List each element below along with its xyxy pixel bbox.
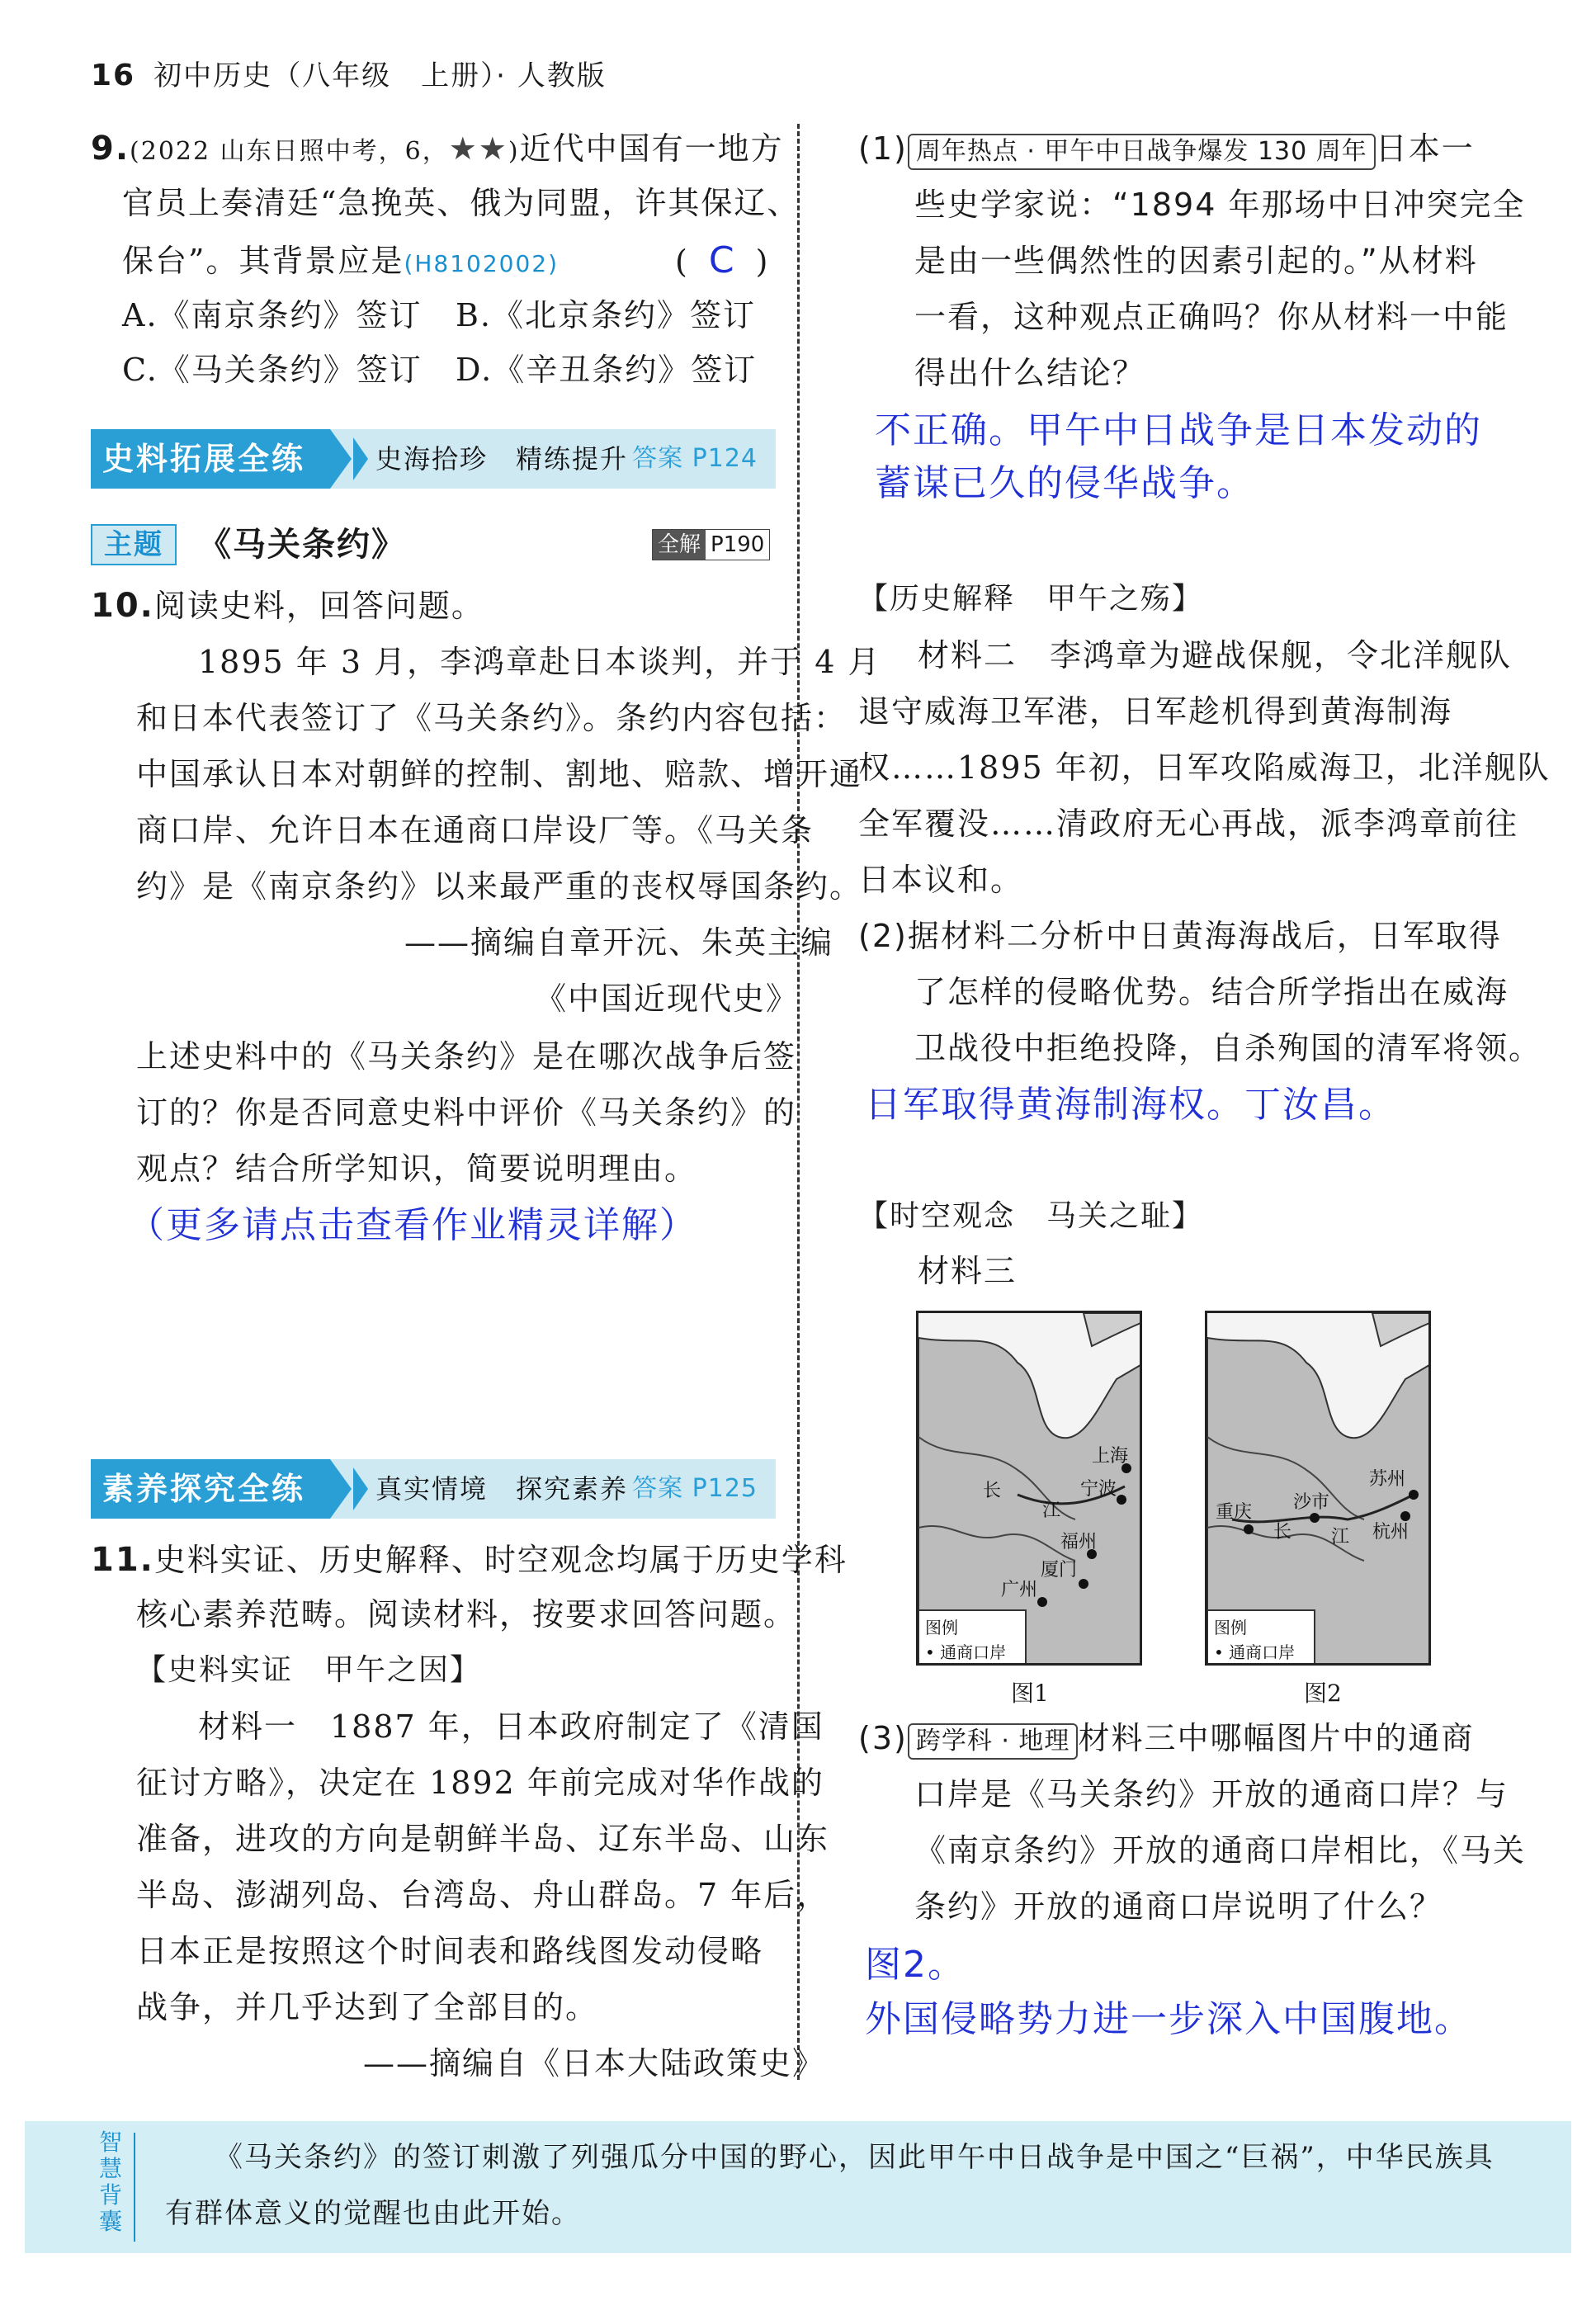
q11-1-text: 日本一 (1375, 130, 1475, 167)
material2-line: 全军覆没……清政府无心再战，派李鸿章前往 (858, 806, 1519, 842)
q10-source: ——摘编自章开沅、朱英主编 (404, 924, 834, 961)
section-banner-expand (91, 429, 776, 489)
q9-answer-paren (675, 233, 769, 290)
q10-material-line: 约》是《南京条约》以来最严重的丧权辱国条约。 (136, 868, 863, 905)
material1-line: 准备，进攻的方向是朝鲜半岛、辽东半岛、山东 (136, 1821, 830, 1857)
banner-tag: 素养探究全练 (91, 1459, 330, 1519)
material1-line: 战争，并几乎达到了全部目的。 (136, 1989, 599, 2025)
q11-intro-line2: 核心素养范畴。阅读材料，按要求回答问题。 (136, 1596, 797, 1633)
q10-question-line: 订的？你是否同意史料中评价《马关条约》的 (136, 1094, 797, 1131)
q9-line1-rest: 近代中国有一地方 (519, 130, 784, 167)
map2-label: 重庆 (1216, 1502, 1253, 1523)
q10-prompt-text: 阅读史料，回答问题。 (153, 588, 484, 624)
q9-source-end: ) (508, 137, 520, 166)
answer-3-line: 外国侵略势力进一步深入中国腹地。 (865, 1998, 1472, 2040)
banner-tag: 史料拓展全练 (91, 429, 330, 489)
material2-line: 材料二 李鸿章为避战保舰，令北洋舰队 (918, 637, 1513, 673)
q11-1-line: 些史学家说：“1894 年那场中日冲突完全 (914, 187, 1526, 223)
answer-3-line: 图2。 (865, 1944, 966, 1986)
map2-label: 长 (1273, 1522, 1292, 1543)
q11-3-line: 条约》开放的通商口岸说明了什么？ (914, 1888, 1443, 1925)
answer-2: 日军取得黄海制海权。丁汝昌。 (865, 1084, 1396, 1126)
q11-intro-line1 (91, 1532, 848, 1588)
q9-number: 9. (91, 130, 130, 168)
material1-line: 半岛、澎湖列岛、台湾岛、舟山群岛。7 年后， (136, 1877, 830, 1913)
q10-prompt (91, 578, 484, 634)
q11-1-line: 一看，这种观点正确吗？你从材料一中能 (914, 299, 1509, 335)
q10-material-line: 中国承认日本对朝鲜的控制、割地、赔款、增开通 (136, 756, 863, 792)
q11-1-label: (1) (858, 130, 908, 167)
tip-side-char: 背 (99, 2181, 123, 2209)
map2-label: 杭州 (1372, 1522, 1409, 1543)
map1-label: 江 (1042, 1500, 1061, 1521)
map-figure-1 (916, 1311, 1142, 1666)
map1-label: 广州 (1001, 1580, 1038, 1600)
banner-answer-ref: 答案 P125 (632, 1474, 758, 1503)
material2-line: 日本议和。 (858, 862, 1024, 898)
q9-line2: 官员上奏清廷“急挽英、俄为同盟，许其保辽、 (122, 185, 800, 221)
tip-side-char: 囊 (99, 2208, 123, 2235)
q11-intro-text: 史料实证、历史解释、时空观念均属于历史学科 (153, 1542, 848, 1578)
material2-line: 退守威海卫军港，日军趁机得到黄海制海 (858, 693, 1453, 730)
material1-line: 征讨方略》，决定在 1892 年前完成对华作战的 (136, 1765, 824, 1801)
map2-legend-title: 图例 (1214, 1618, 1247, 1637)
section-heading: 【历史解释 甲午之殇】 (858, 582, 1204, 616)
q9-option-a: A.《南京条约》签订 (122, 297, 423, 333)
tip-divider (134, 2133, 135, 2242)
q10-material-line: 1895 年 3 月，李鸿章赴日本谈判，并于 4 月 (198, 644, 881, 680)
q9-source: (2022 山东日照中考，6， (130, 137, 449, 166)
map2-caption: 图2 (1304, 1680, 1342, 1707)
q10-source-book: 《中国近现代史》 (535, 981, 800, 1017)
q11-2-line: 了怎样的侵略优势。结合所学指出在威海 (914, 974, 1509, 1010)
banner-arrow-icon (330, 1459, 352, 1519)
q9-option-b: B.《北京条约》签订 (456, 297, 757, 333)
q11-1-line: 得出什么结论？ (914, 355, 1146, 391)
difficulty-stars-icon: ★★ (448, 130, 508, 167)
page-number: 16 (91, 59, 136, 92)
q11-2-line: (2)据材料二分析中日黄海海战后，日军取得 (858, 918, 1502, 954)
material1-source: ——摘编自《日本大陆政策史》 (363, 2045, 826, 2082)
q9-line1 (91, 120, 784, 180)
section-banner-literacy (91, 1459, 776, 1519)
q9-paren-close: ) (755, 243, 770, 280)
map1-label: 宁波 (1080, 1479, 1117, 1500)
q11-3-line1 (858, 1710, 1474, 1766)
section-heading: 【史料实证 甲午之因】 (136, 1653, 482, 1687)
q10-answer-link[interactable]: （更多请点击查看作业精灵详解） (128, 1204, 697, 1246)
tip-side-char: 慧 (99, 2155, 123, 2182)
q9-option-c: C.《马关条约》签订 (122, 352, 423, 388)
china-coast-map-2 (1207, 1313, 1431, 1666)
banner-subtitle: 真实情境 探究素养 (375, 1473, 629, 1505)
q9-line3-text: 保台”。其背景应是 (122, 243, 404, 279)
map1-legend-title: 图例 (925, 1618, 958, 1637)
quanjie-page: P190 (711, 532, 765, 557)
map2-label: 苏州 (1369, 1469, 1406, 1490)
q11-1-line: 是由一些偶然性的因素引起的。”从材料 (914, 243, 1478, 279)
page-header (91, 53, 607, 93)
book-title: 初中历史（八年级 上册）· 人教版 (153, 59, 607, 92)
map2-label: 沙市 (1293, 1492, 1330, 1513)
q11-2-line: 卫战役中拒绝投降，自杀殉国的清军将领。 (914, 1030, 1542, 1066)
q10-number: 10. (91, 587, 154, 625)
material1-line: 日本正是按照这个时间表和路线图发动侵略 (136, 1933, 764, 1969)
tip-text-line: 《马关条约》的签订刺激了列强瓜分中国的野心，因此甲午中日战争是中国之“巨祸”，中华民族具 (215, 2141, 1494, 2174)
q9-code: (H8102002) (404, 250, 560, 277)
material3-label: 材料三 (918, 1253, 1018, 1289)
q10-question-line: 观点？结合所学知识，简要说明理由。 (136, 1151, 698, 1187)
banner-arrow-icon (330, 429, 352, 489)
q11-1-line1 (858, 120, 1475, 177)
cross-subject-tag: 跨学科 · 地理 (908, 1723, 1079, 1760)
q11-3-label: (3) (858, 1720, 908, 1756)
map1-label: 长 (983, 1481, 1002, 1501)
material2-line: 权……1895 年初，日军攻陷威海卫，北洋舰队 (858, 749, 1551, 786)
material1-line: 材料一 1887 年，日本政府制定了《清国 (198, 1708, 824, 1745)
q11-number: 11. (91, 1541, 154, 1579)
q11-3-text: 材料三中哪幅图片中的通商 (1078, 1720, 1475, 1756)
q10-material-line: 商口岸、允许日本在通商口岸设厂等。《马关条 (136, 812, 815, 848)
china-coast-map-1 (918, 1313, 1142, 1666)
quanjie-label: 全解 (653, 530, 706, 560)
map1-legend-item: • 通商口岸 (925, 1642, 1007, 1662)
topic-badge: 主题 (91, 524, 177, 565)
map2-legend-item: • 通商口岸 (1214, 1642, 1296, 1662)
map1-label: 厦门 (1041, 1560, 1078, 1581)
q10-question-line: 上述史料中的《马关条约》是在哪次战争后签 (136, 1038, 797, 1075)
q10-material-line: 和日本代表签订了《马关条约》。条约内容包括： (136, 700, 848, 736)
banner-arrow-icon (353, 437, 368, 480)
banner-arrow-icon (353, 1467, 368, 1510)
q9-answer: C (708, 239, 736, 281)
q11-3-line: 《南京条约》开放的通商口岸相比，《马关 (914, 1832, 1527, 1869)
tip-side-label (99, 2129, 129, 2235)
q11-3-line: 口岸是《马关条约》开放的通商口岸？与 (914, 1776, 1509, 1812)
map-figure-2 (1205, 1311, 1431, 1666)
full-solution-ref (652, 529, 770, 560)
answer-1-line: 不正确。甲午中日战争是日本发动的 (875, 409, 1482, 451)
banner-subtitle: 史海拾珍 精练提升 (375, 443, 629, 475)
map1-caption: 图1 (1011, 1680, 1049, 1707)
topic-title: 《马关条约》 (198, 526, 406, 564)
hot-topic-tag: 周年热点 · 甲午中日战争爆发 130 周年 (908, 134, 1376, 170)
answer-1-line: 蓄谋已久的侵华战争。 (875, 462, 1254, 504)
map2-label: 江 (1331, 1527, 1350, 1548)
wisdom-tip-box (25, 2121, 1571, 2253)
map1-label: 福州 (1060, 1532, 1098, 1552)
map1-label: 上海 (1092, 1446, 1129, 1467)
tip-text-line: 有群体意义的觉醒也由此开始。 (165, 2197, 581, 2230)
section-heading: 【时空观念 马关之耻】 (858, 1199, 1204, 1233)
q9-paren-open: ( (675, 243, 689, 280)
q9-line3 (122, 233, 559, 292)
banner-answer-ref: 答案 P124 (632, 444, 758, 473)
tip-side-char: 智 (99, 2129, 123, 2156)
q9-option-d: D.《辛丑条约》签订 (456, 352, 758, 388)
